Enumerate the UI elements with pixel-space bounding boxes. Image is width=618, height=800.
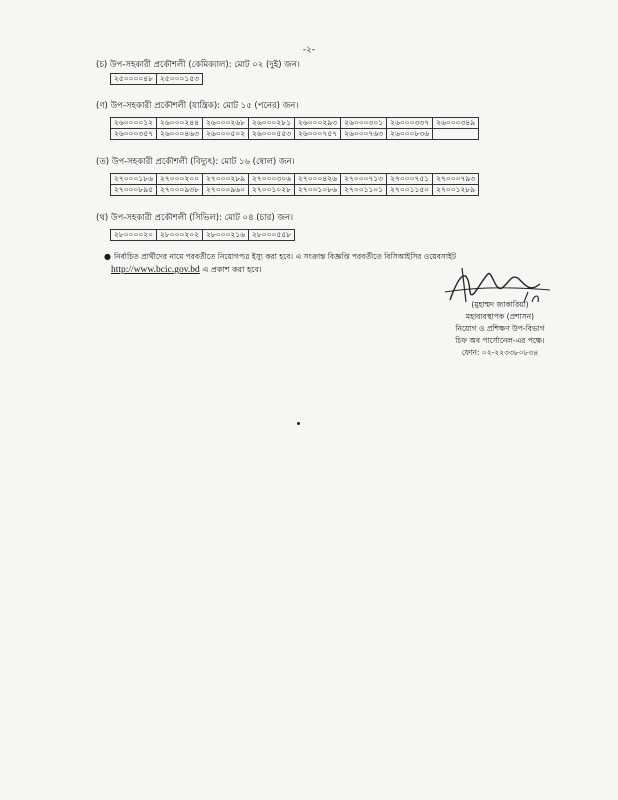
table-cell: ২৬০০০২৮১ [249,118,295,129]
table-cell: ২৮০০০০২০ [111,230,157,241]
website-link[interactable]: http://www.bcic.gov.bd [111,265,200,275]
table-cell: ২৬০০০২৪৪ [157,118,203,129]
table-row [111,174,479,185]
table-cell: ২৮০০০৫৫৮ [249,230,295,241]
table-cell: ২৭০০০৪২৬ [295,174,341,185]
table-cell: ২৮০০০২১৬ [203,230,249,241]
table-cell: ২৬০০০৭৬৩ [341,129,387,140]
section-heading-electrical: (ত) উপ-সহকারী প্রকৌশলী (বিদ্যুৎ): মোট ১৬ (ষোল) জন। [96,157,295,167]
signatory-on-behalf: চিফ অব পার্সোনেল-এর পক্ষে। [455,336,545,345]
table-cell: ২৭০০০১৮৬ [111,174,157,185]
table-cell: ২৭০০০৭১৩ [341,174,387,185]
roll-table-chemical [110,73,203,85]
table-cell: ২৬০০০৫৫৩ [249,129,295,140]
table-cell: ২৬০০০৩৩৭ [387,118,433,129]
notice-url-line [111,264,262,277]
table-cell: ২৭০০০৭৫১ [387,174,433,185]
page-number: -২- [302,45,316,55]
stray-mark [297,422,300,425]
table-row [111,230,295,241]
table-cell: ২৬০০০৮৩৬ [387,129,433,140]
table-cell: ২৫০০০১৫৩ [156,74,202,85]
signatory-division: নিয়োগ ও প্রশিক্ষণ উপ-বিভাগ [455,324,545,333]
notice-body: নির্বাচিত প্রার্থীদের নামে পরবর্তীতে নিয়োগপত্র ইস্যু করা হবে। এ সংক্রান্ত বিজ্ঞপ্তি পরবর্তীতে বিসিআইসির ওয়েবসাইট [113,252,457,261]
signatory-designation: মহাব্যবস্থাপক (প্রশাসন) [465,312,535,321]
table-cell [433,129,479,140]
table-cell: ২৬০০০৩৫৭ [111,129,157,140]
section-heading-mechanical: (ণ) উপ-সহকারী প্রকৌশলী (যান্ত্রিক): মোট ১৫ (পনের) জন। [96,101,299,111]
table-cell: ২৬০০০৪৬৩ [157,129,203,140]
section-heading-chemical: (চ) উপ-সহকারী প্রকৌশলী (কেমিক্যাল): মোট ০২ (দুই) জন। [96,60,300,70]
table-cell: ২৭০০১১৫০ [387,185,433,196]
table-cell: ২৭০০১২৮৯ [433,185,479,196]
table-cell: ২৬০০০২৯৩ [295,118,341,129]
table-cell: ২৭০০১০২৮ [249,185,295,196]
table-row [111,129,479,140]
notice-url-suffix: এ প্রকাশ করা হবে। [202,265,262,274]
table-cell: ২৫০০০০৪৮ [111,74,157,85]
section-heading-civil: (থ) উপ-সহকারী প্রকৌশলী (সিভিল): মোট ০৪ (চার) জন। [96,213,294,223]
table-cell: ২৬০০০৩৪৯ [433,118,479,129]
table-cell: ২৭০০০২৮৯ [203,174,249,185]
roll-table-electrical [110,173,479,196]
table-cell: ২৭০০০২০০ [157,174,203,185]
table-cell: ২৬০০০৩০১ [341,118,387,129]
notice-text [104,252,456,264]
table-cell: ২৬০০০২৬৮ [203,118,249,129]
table-cell: ২৭০০০৩০৬ [249,174,295,185]
signatory-name: (মুহাম্মদ জাকারিয়া) [471,300,529,309]
table-row [111,118,479,129]
table-row [111,74,203,85]
signatory-phone: ফোন: ০২-২২৩৩৮০৮৩৪ [461,348,539,357]
table-cell: ২৬০০০৫০২ [203,129,249,140]
table-row [111,185,479,196]
table-cell: ২৭০০০৯৩৮ [157,185,203,196]
roll-table-mechanical [110,117,479,140]
table-cell: ২৭০০০৯৬০ [203,185,249,196]
table-cell: ২৭০০১১০১ [341,185,387,196]
bullet-icon: ● [104,252,111,261]
signatory-block [420,299,580,359]
table-cell: ২৬০০০০১২ [111,118,157,129]
table-cell: ২৮০০০২০২ [157,230,203,241]
table-cell: ২৭০০০৮৯৫ [111,185,157,196]
table-cell: ২৭০০১০৮৬ [295,185,341,196]
table-cell: ২৭০০০৭৯৩ [433,174,479,185]
table-cell: ২৬০০০৭৫৭ [295,129,341,140]
roll-table-civil [110,229,295,241]
